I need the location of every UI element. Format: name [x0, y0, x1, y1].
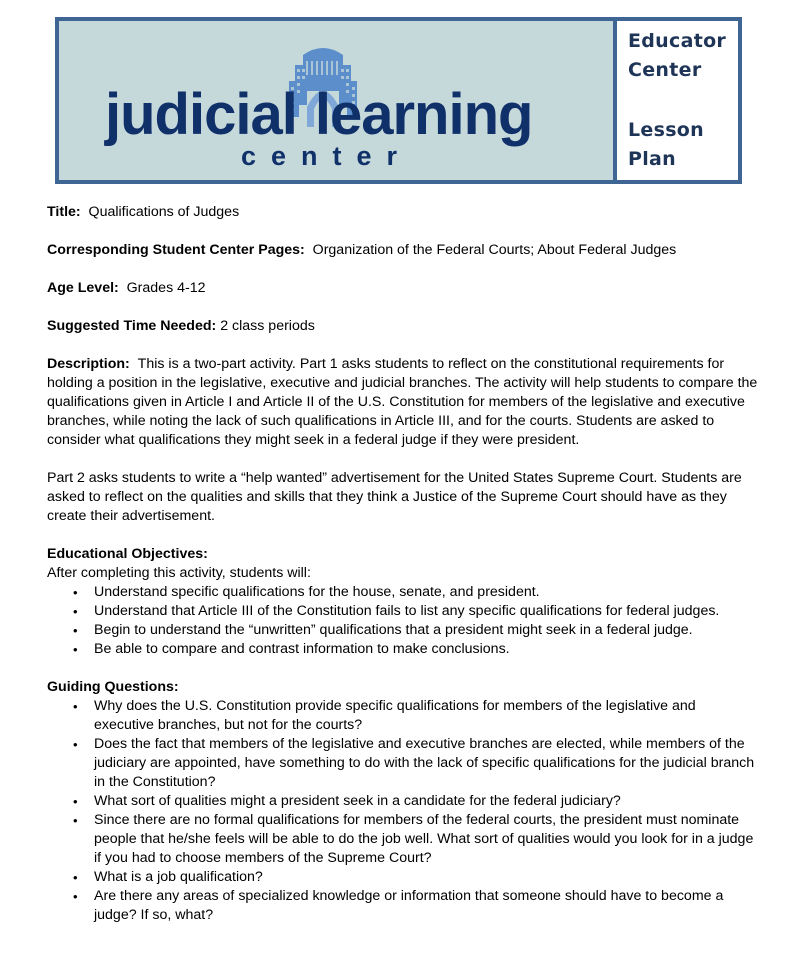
logo-word-learning: learning: [314, 82, 533, 147]
logo-subtitle: center: [241, 141, 413, 171]
pages-value: Organization of the Federal Courts; About Federal Judges: [312, 242, 677, 258]
logo-panel: [59, 21, 613, 180]
bullet-icon: •: [73, 623, 78, 638]
logo-wordmark: [105, 83, 532, 147]
educator-label-line1: Educator: [628, 30, 727, 52]
title-label: Title:: [47, 204, 81, 220]
bullet-icon: •: [73, 794, 78, 809]
educator-center-label: [628, 27, 726, 85]
question-text: Why does the U.S. Constitution provide specific qualifications for members of the legislative and executive branches, but not for the courts?: [94, 698, 696, 733]
question-text: Does the fact that members of the legislative and executive branches are elected, while members of the judiciary are appointed, have something to do with the lack of specific qualifications for the judicial branch in the Constitution?: [94, 736, 755, 790]
bullet-icon: •: [73, 642, 78, 657]
question-text: Since there are no formal qualifications for members of the federal courts, the president must nominate people that he/she feels will be able to do the job well. What sort of qualities would you look for in a judge if you had to choose members of the Supreme Court?: [94, 812, 754, 866]
list-item: [47, 811, 759, 868]
time-value: 2 class periods: [220, 318, 315, 334]
age-value: Grades 4-12: [126, 280, 206, 296]
description-label: Description:: [47, 356, 130, 372]
list-item: [47, 887, 759, 925]
description-text: This is a two-part activity. Part 1 asks students to reflect on the constitutional requirements for holding a position in the legislative, executive and judicial branches. The activity will help students to compare the qualifications given in Article I and Article II of the U.S. Constitution for members of the legislative and executive branches, while noting the lack of such qualifications in Article III, and for the courts. Students are asked to consider what qualifications they might seek in a federal judge if they were president.: [47, 356, 758, 448]
description-part1: [47, 355, 759, 450]
description-part2: Part 2 asks students to write a “help wanted” advertisement for the United States Supreme Court. Students are asked to reflect on the qualities and skills that they think a Justice of the Supreme Court should have as they create their advertisement.: [47, 470, 742, 524]
lesson-plan-label: [628, 116, 704, 174]
time-label: Suggested Time Needed:: [47, 318, 217, 334]
list-item: [47, 868, 759, 887]
questions-heading: Guiding Questions:: [47, 679, 179, 695]
question-text: What is a job qualification?: [94, 869, 263, 885]
title-field: [47, 203, 759, 222]
bullet-icon: •: [73, 604, 78, 619]
objective-text: Be able to compare and contrast information to make conclusions.: [94, 641, 510, 657]
question-text: Are there any areas of specialized knowledge or information that someone should have to become a judge? If so, what?: [94, 888, 724, 923]
bullet-icon: •: [73, 737, 78, 752]
question-text: What sort of qualities might a president seek in a candidate for the federal judiciary?: [94, 793, 621, 809]
logo-word-judicial: judicial: [105, 82, 297, 147]
questions-list: [47, 697, 759, 925]
objective-text: Understand specific qualifications for the house, senate, and president.: [94, 584, 540, 600]
list-item: [47, 602, 759, 621]
objectives-list: [47, 583, 759, 659]
list-item: [47, 792, 759, 811]
list-item: [47, 583, 759, 602]
list-item: [47, 735, 759, 792]
lesson-label-line1: Lesson: [628, 119, 704, 141]
time-field: [47, 317, 759, 336]
list-item: [47, 640, 759, 659]
objective-text: Begin to understand the “unwritten” qualifications that a president might seek in a federal judge.: [94, 622, 693, 638]
bullet-icon: •: [73, 813, 78, 828]
list-item: [47, 697, 759, 735]
lesson-plan-body: [47, 203, 759, 944]
list-item: [47, 621, 759, 640]
lesson-label-line2: Plan: [628, 148, 676, 170]
header-banner: [55, 17, 742, 184]
section-label-panel: [617, 21, 738, 180]
bullet-icon: •: [73, 699, 78, 714]
title-value: Qualifications of Judges: [88, 204, 240, 220]
age-label: Age Level:: [47, 280, 119, 296]
objectives-heading: Educational Objectives:: [47, 546, 208, 562]
objectives-intro: After completing this activity, students will:: [47, 565, 311, 581]
bullet-icon: •: [73, 870, 78, 885]
objective-text: Understand that Article III of the Constitution fails to list any specific qualifications for federal judges.: [94, 603, 720, 619]
pages-field: [47, 241, 759, 260]
bullet-icon: •: [73, 889, 78, 904]
age-field: [47, 279, 759, 298]
bullet-icon: •: [73, 585, 78, 600]
educator-label-line2: Center: [628, 59, 702, 81]
pages-label: Corresponding Student Center Pages:: [47, 242, 305, 258]
